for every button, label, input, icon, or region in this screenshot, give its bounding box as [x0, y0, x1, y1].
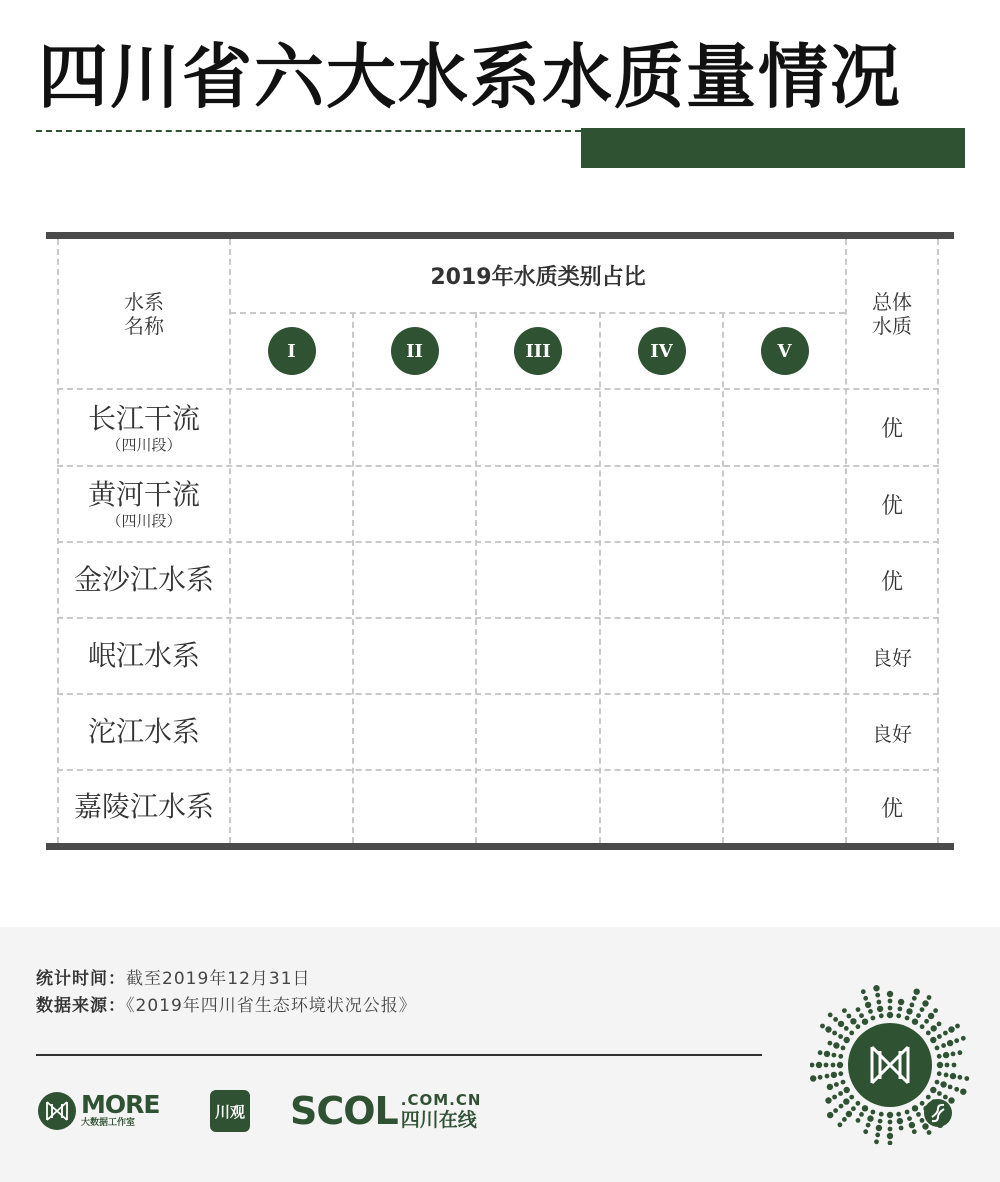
qr-dot	[898, 999, 904, 1005]
more-logo-text: MORE	[81, 1090, 160, 1119]
qr-dot	[937, 1054, 942, 1059]
category-cell-ii	[354, 314, 475, 388]
footer-divider	[36, 1054, 762, 1056]
qr-dot	[825, 1026, 831, 1032]
qr-dot	[937, 1022, 942, 1027]
qr-dot	[924, 1019, 929, 1024]
title-accent-bar	[581, 128, 965, 168]
qr-dot	[832, 1031, 837, 1036]
qr-dot	[940, 1081, 946, 1087]
qr-dot	[950, 1073, 956, 1079]
qr-dot	[827, 1084, 833, 1090]
data-source-value: 《2019年四川省生态环境状况公报》	[126, 996, 417, 1016]
qr-dot	[846, 1111, 852, 1117]
qr-dot	[933, 1008, 938, 1013]
qr-dot	[878, 1119, 883, 1124]
qr-dot	[879, 1013, 884, 1018]
qr-dot	[827, 1112, 833, 1118]
row-name-sub: （四川段）	[106, 435, 182, 454]
qr-dot	[834, 1082, 839, 1087]
qr-dot	[943, 1052, 949, 1058]
qr-dot	[943, 1031, 948, 1036]
row-quality: 优	[880, 493, 903, 519]
qr-dot	[818, 1050, 823, 1055]
chuanguan-logo: 川观	[210, 1090, 250, 1132]
qr-dot	[816, 1062, 822, 1068]
row-name-cell	[59, 771, 229, 843]
header-name-line2: 名称	[124, 313, 164, 338]
qr-dot	[887, 1012, 893, 1018]
qr-dot	[912, 996, 917, 1001]
qr-dot	[824, 1051, 830, 1057]
qr-dot	[941, 1043, 946, 1048]
qr-dot	[873, 985, 879, 991]
row-name-sub: （四川段）	[106, 512, 182, 530]
qr-dot	[914, 989, 920, 995]
qr-dot	[863, 1129, 868, 1134]
qr-dot	[838, 1122, 843, 1127]
qr-dot	[948, 1097, 954, 1103]
qr-dot	[905, 1016, 910, 1021]
row-name-cell	[59, 619, 229, 693]
qr-dot	[896, 1112, 901, 1117]
qr-dot	[831, 1063, 836, 1068]
qr-dot	[937, 1034, 942, 1039]
table-top-rule	[46, 232, 954, 239]
mini-program-code-icon	[810, 985, 970, 1145]
qr-dot	[828, 1041, 833, 1046]
qr-dot	[887, 1133, 893, 1139]
qr-dot	[874, 1139, 879, 1144]
qr-dot	[856, 1101, 861, 1106]
qr-dot	[888, 999, 893, 1004]
qr-dot	[810, 1063, 814, 1068]
stat-time-value: 截至2019年12月31日	[126, 969, 311, 989]
header-overall-line1: 总体	[872, 289, 912, 314]
qr-dot	[931, 1025, 937, 1031]
qr-dot	[961, 1036, 966, 1041]
category-badge-i: I	[268, 327, 316, 375]
qr-dot	[842, 1117, 847, 1122]
qr-dot	[866, 1123, 871, 1128]
row-quality: 优	[880, 569, 903, 595]
grid-vline	[722, 312, 724, 843]
row-quality: 优	[880, 417, 903, 442]
qr-dot	[910, 1003, 915, 1008]
qr-dot	[937, 1071, 942, 1076]
qr-dot	[916, 1013, 921, 1018]
qr-dot	[841, 1080, 846, 1085]
qr-dot	[930, 1037, 936, 1043]
qr-dot	[833, 1042, 839, 1048]
qr-dot	[927, 1130, 932, 1135]
qr-dot	[833, 1108, 838, 1113]
qr-dot	[897, 1118, 903, 1124]
qr-dot	[847, 1014, 852, 1019]
scol-logo-domain: .COM.CN	[400, 1090, 482, 1109]
qr-dot	[862, 1019, 868, 1025]
qr-dot	[875, 1133, 880, 1138]
more-logo-subtext: 大数据工作室	[81, 1118, 136, 1128]
qr-dot	[865, 1002, 871, 1008]
page-title: 四川省六大水系水质量情况	[38, 36, 902, 118]
qr-dot	[862, 1105, 868, 1111]
qr-dot	[856, 1118, 861, 1123]
qr-dot	[810, 1075, 816, 1081]
scol-logo-cn: 四川在线	[400, 1108, 477, 1131]
qr-dot	[928, 1013, 934, 1019]
qr-dot	[927, 995, 932, 1000]
row-name: 黄河干流	[87, 478, 200, 511]
qr-dot	[831, 1072, 837, 1078]
qr-dot	[912, 1019, 918, 1025]
qr-dot	[947, 1040, 953, 1046]
stat-time-label: 统计时间：	[36, 969, 126, 989]
qr-dot	[871, 1016, 876, 1021]
qr-dot	[937, 1062, 943, 1068]
qr-dot	[896, 1013, 901, 1018]
qr-dot	[920, 1118, 925, 1123]
qr-dot	[825, 1074, 830, 1079]
row-quality: 优	[880, 796, 903, 822]
row-name: 沱江水系	[87, 715, 200, 748]
qr-dot	[837, 1062, 843, 1068]
qr-dot	[926, 1031, 931, 1036]
data-source	[36, 991, 417, 1016]
qr-dot	[838, 1054, 843, 1059]
qr-dot	[856, 1007, 861, 1012]
qr-dot	[833, 1017, 838, 1022]
qr-dot	[912, 1129, 917, 1134]
more-studio-logo	[38, 1092, 159, 1130]
qr-dot	[828, 1013, 833, 1018]
qr-dot	[948, 1026, 954, 1032]
qr-dot	[851, 1106, 856, 1111]
row-name-cell	[59, 467, 229, 541]
row-name: 嘉陵江水系	[73, 790, 214, 823]
row-name-cell	[59, 543, 229, 617]
qr-dot	[920, 1101, 925, 1106]
category-cell-iv	[601, 314, 722, 388]
qr-dot	[954, 1038, 959, 1043]
qr-dot	[943, 1095, 948, 1100]
data-source-label: 数据来源：	[36, 996, 126, 1016]
category-cell-v	[724, 314, 845, 388]
row-quality: 良好	[872, 721, 912, 746]
qr-dot	[960, 1089, 966, 1095]
qr-dot	[844, 1026, 849, 1031]
category-badge-v: V	[761, 327, 809, 375]
qr-dot	[922, 1000, 928, 1006]
row-name: 金沙江水系	[73, 563, 214, 596]
qr-dot	[916, 1112, 921, 1117]
category-badge-iii: III	[514, 327, 562, 375]
qr-dot	[832, 1095, 837, 1100]
header-name-line1: 水系	[124, 289, 164, 314]
grid-vline	[475, 312, 477, 843]
qr-dot	[944, 1073, 949, 1078]
qr-dot	[920, 1007, 925, 1012]
qr-dot	[877, 1006, 883, 1012]
table-bottom-rule	[46, 843, 954, 850]
qr-dot	[888, 1120, 893, 1125]
water-quality-table	[46, 232, 954, 852]
grid-vline	[352, 312, 354, 843]
qr-dot	[935, 1080, 940, 1085]
qr-dot	[868, 1009, 873, 1014]
qr-dot	[838, 1034, 843, 1039]
qr-dot	[838, 1021, 844, 1027]
qr-dot	[909, 1122, 915, 1128]
qr-dot	[954, 1087, 959, 1092]
qr-dot	[952, 1063, 957, 1068]
category-cell-iii	[477, 314, 599, 388]
category-badge-ii: II	[391, 327, 439, 375]
qr-dot	[958, 1075, 963, 1080]
qr-dot	[906, 1008, 912, 1014]
qr-dot	[867, 1115, 873, 1121]
row-name: 长江干流	[87, 401, 200, 435]
title-dashed-rule	[36, 130, 581, 132]
row-name: 岷江水系	[87, 639, 200, 672]
qr-dot	[926, 1095, 931, 1100]
qr-dot	[844, 1087, 850, 1093]
qr-dot	[887, 1112, 893, 1118]
qr-dot	[849, 1095, 854, 1100]
qr-dot	[922, 1123, 928, 1129]
category-cell-i	[231, 314, 352, 388]
qr-dot	[871, 1110, 876, 1115]
stat-time	[36, 964, 311, 989]
qr-dot	[898, 1007, 903, 1012]
qr-dot	[888, 1127, 893, 1132]
row-name-cell	[59, 390, 229, 465]
qr-dot	[958, 1050, 963, 1055]
header-name	[59, 239, 229, 388]
qr-dot	[888, 1141, 893, 1145]
qr-dot	[887, 991, 893, 997]
qr-dot	[907, 1116, 912, 1121]
qr-dot	[877, 1000, 882, 1005]
qr-dot	[955, 1024, 960, 1029]
qr-dot	[832, 1053, 837, 1058]
qr-dot	[856, 1024, 861, 1029]
header-category-share: 2019年水质类别占比	[430, 265, 646, 290]
qr-dot	[964, 1076, 969, 1081]
qr-dot	[844, 1037, 850, 1043]
qr-dot	[875, 993, 880, 998]
qr-dot	[935, 1046, 940, 1051]
qr-dot	[843, 1098, 849, 1104]
qr-dot	[876, 1125, 882, 1131]
row-quality: 良好	[872, 645, 912, 670]
qr-dot	[839, 1104, 844, 1109]
qr-dot	[912, 1105, 918, 1111]
qr-dot	[841, 1046, 846, 1051]
qr-dot	[818, 1075, 823, 1080]
qr-dot	[930, 1087, 936, 1093]
more-logo-icon	[38, 1092, 76, 1130]
qr-dot	[899, 1126, 904, 1131]
qr-dot	[859, 1112, 864, 1117]
scol-logo-text: SCOL	[290, 1089, 398, 1133]
qr-dot	[849, 1031, 854, 1036]
qr-dot	[948, 1085, 953, 1090]
qr-dot	[859, 1013, 864, 1018]
qr-dot	[951, 1052, 956, 1057]
header-overall-quality	[847, 239, 937, 388]
qr-dot	[905, 1110, 910, 1115]
qr-dot	[863, 996, 868, 1001]
row-name-cell	[59, 695, 229, 769]
qr-dot	[842, 1008, 847, 1013]
header-overall-line2: 水质	[872, 313, 912, 338]
qr-dot	[838, 1071, 843, 1076]
grid-vline	[599, 312, 601, 843]
qr-dot	[888, 1006, 893, 1011]
qr-dot	[838, 1091, 843, 1096]
category-badge-iv: IV	[638, 327, 686, 375]
qr-dot	[824, 1063, 829, 1068]
qr-dot	[945, 1063, 950, 1068]
qr-dot	[820, 1024, 825, 1029]
scol-logo	[290, 1090, 481, 1132]
qr-dot	[937, 1091, 942, 1096]
qr-dot	[879, 1112, 884, 1117]
qr-dot	[920, 1024, 925, 1029]
qr-dot	[861, 989, 866, 994]
qr-dot	[825, 1097, 831, 1103]
qr-dot	[850, 1018, 856, 1024]
